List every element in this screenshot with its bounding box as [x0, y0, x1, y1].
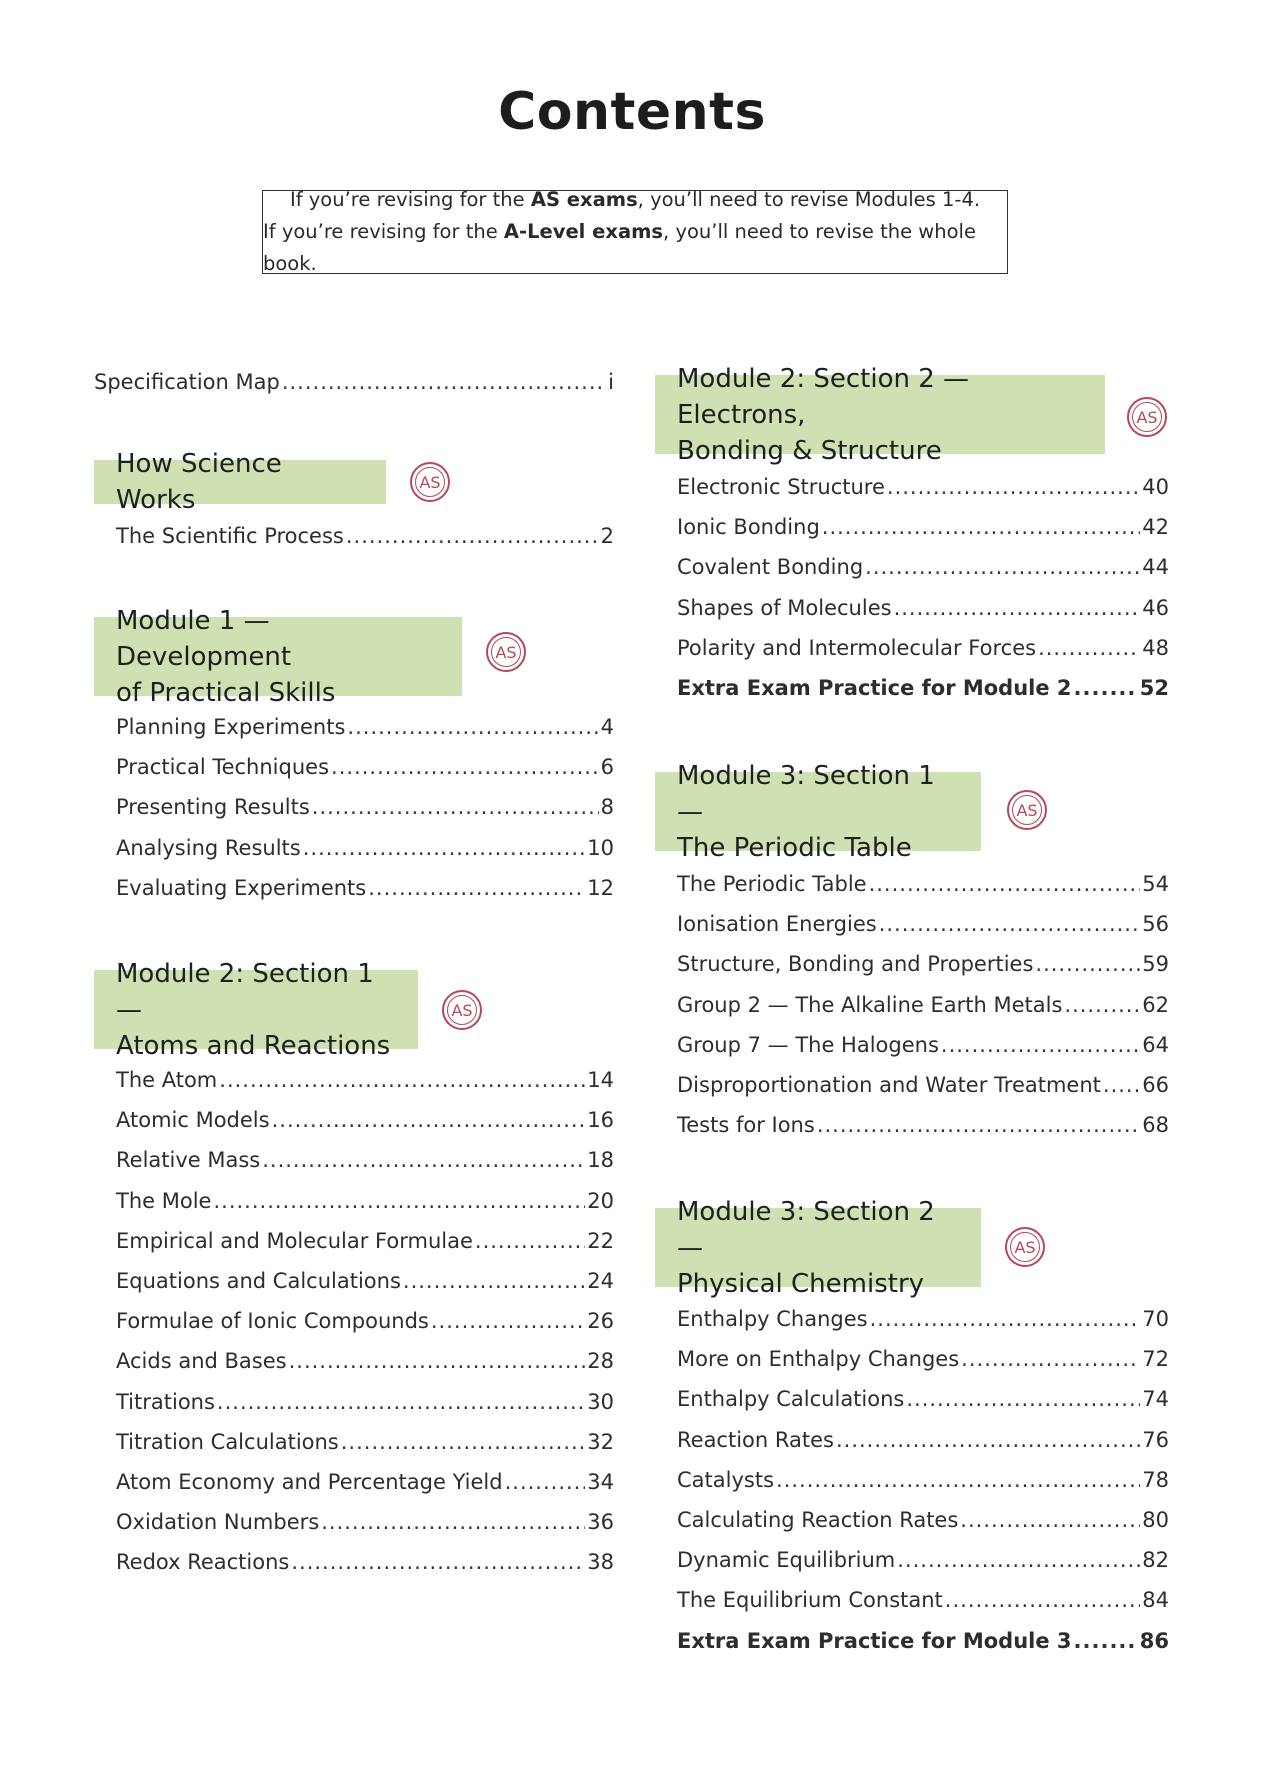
- toc-entry[interactable]: Acids and Bases ..... 28: [116, 1349, 614, 1373]
- toc-entry[interactable]: The Equilibrium Constant ..... 84: [677, 1588, 1169, 1612]
- as-badge-icon: AS: [1005, 1227, 1045, 1267]
- toc-entry[interactable]: Extra Exam Practice for Module 3 ..... 86: [677, 1629, 1169, 1653]
- toc-entry[interactable]: Catalysts ..... 78: [677, 1468, 1169, 1492]
- toc-entry[interactable]: The Mole ..... 20: [116, 1189, 614, 1213]
- toc-entry[interactable]: Dynamic Equilibrium ..... 82: [677, 1548, 1169, 1572]
- toc-entry[interactable]: Enthalpy Changes ..... 70: [677, 1307, 1169, 1331]
- page-title: Contents: [498, 82, 766, 142]
- toc-entry[interactable]: Relative Mass ..... 18: [116, 1148, 614, 1172]
- toc-entry[interactable]: Enthalpy Calculations ..... 74: [677, 1387, 1169, 1411]
- toc-entry[interactable]: The Scientific Process ..... 2: [116, 524, 614, 548]
- toc-entry[interactable]: Analysing Results ..... 10: [116, 836, 614, 860]
- revision-note-line-1: If you’re revising for the AS exams, you’ll need to revise Modules 1-4.: [289, 188, 981, 211]
- toc-entry[interactable]: Tests for Ions ..... 68: [677, 1113, 1169, 1137]
- toc-entry[interactable]: Structure, Bonding and Properties ..... 59: [677, 952, 1169, 976]
- toc-entry[interactable]: Planning Experiments ..... 4: [116, 715, 614, 739]
- as-badge-icon: AS: [486, 632, 526, 672]
- toc-entry[interactable]: Practical Techniques ..... 6: [116, 755, 614, 779]
- toc-entry[interactable]: Reaction Rates ..... 76: [677, 1428, 1169, 1452]
- toc-entry[interactable]: Titration Calculations ..... 32: [116, 1430, 614, 1454]
- toc-entry[interactable]: Titrations ..... 30: [116, 1390, 614, 1414]
- section-header-module-3-section-2: Module 3: Section 2 — Physical Chemistry: [655, 1208, 981, 1287]
- toc-entry[interactable]: Group 2 — The Alkaline Earth Metals ..... 62: [677, 993, 1169, 1017]
- toc-entry[interactable]: Covalent Bonding ..... 44: [677, 555, 1169, 579]
- revision-note-box: [262, 190, 1008, 274]
- toc-entry[interactable]: The Atom ..... 14: [116, 1068, 614, 1092]
- toc-entry[interactable]: Equations and Calculations ..... 24: [116, 1269, 614, 1293]
- toc-entry[interactable]: Redox Reactions ..... 38: [116, 1550, 614, 1574]
- as-badge-icon: AS: [1007, 790, 1047, 830]
- toc-entry[interactable]: Shapes of Molecules ..... 46: [677, 596, 1169, 620]
- section-header-module-2-section-2: Module 2: Section 2 — Electrons, Bonding & Structure: [655, 375, 1105, 454]
- toc-entry[interactable]: Ionic Bonding ..... 42: [677, 515, 1169, 539]
- as-badge-icon: AS: [410, 462, 450, 502]
- toc-entry[interactable]: Empirical and Molecular Formulae ..... 22: [116, 1229, 614, 1253]
- toc-entry[interactable]: Presenting Results ..... 8: [116, 795, 614, 819]
- as-badge-icon: AS: [442, 990, 482, 1030]
- toc-entry[interactable]: Electronic Structure ..... 40: [677, 475, 1169, 499]
- toc-entry[interactable]: Atomic Models ..... 16: [116, 1108, 614, 1132]
- revision-note-line-2: If you’re revising for the A-Level exams, you’ll need to revise the whole book.: [263, 220, 976, 275]
- toc-entry-specification-map[interactable]: Specification Map ..... i: [94, 370, 614, 394]
- as-badge-icon: AS: [1127, 397, 1167, 437]
- toc-entry[interactable]: Oxidation Numbers ..... 36: [116, 1510, 614, 1534]
- toc-entry[interactable]: Formulae of Ionic Compounds ..... 26: [116, 1309, 614, 1333]
- toc-entry[interactable]: The Periodic Table ..... 54: [677, 872, 1169, 896]
- section-header-module-3-section-1: Module 3: Section 1 — The Periodic Table: [655, 772, 981, 851]
- section-header-module-1: Module 1 — Development of Practical Skills: [94, 617, 462, 696]
- toc-entry[interactable]: Group 7 — The Halogens ..... 64: [677, 1033, 1169, 1057]
- toc-entry[interactable]: Extra Exam Practice for Module 2 ..... 52: [677, 676, 1169, 700]
- toc-entry[interactable]: Disproportionation and Water Treatment ..... 66: [677, 1073, 1169, 1097]
- section-header-how-science-works: How Science Works: [94, 460, 386, 504]
- section-header-module-2-section-1: Module 2: Section 1 — Atoms and Reactions: [94, 970, 418, 1049]
- toc-entry[interactable]: Calculating Reaction Rates ..... 80: [677, 1508, 1169, 1532]
- toc-entry[interactable]: Atom Economy and Percentage Yield ..... 34: [116, 1470, 614, 1494]
- toc-entry[interactable]: Evaluating Experiments ..... 12: [116, 876, 614, 900]
- toc-entry[interactable]: More on Enthalpy Changes ..... 72: [677, 1347, 1169, 1371]
- toc-entry[interactable]: Polarity and Intermolecular Forces ..... 48: [677, 636, 1169, 660]
- toc-entry[interactable]: Ionisation Energies ..... 56: [677, 912, 1169, 936]
